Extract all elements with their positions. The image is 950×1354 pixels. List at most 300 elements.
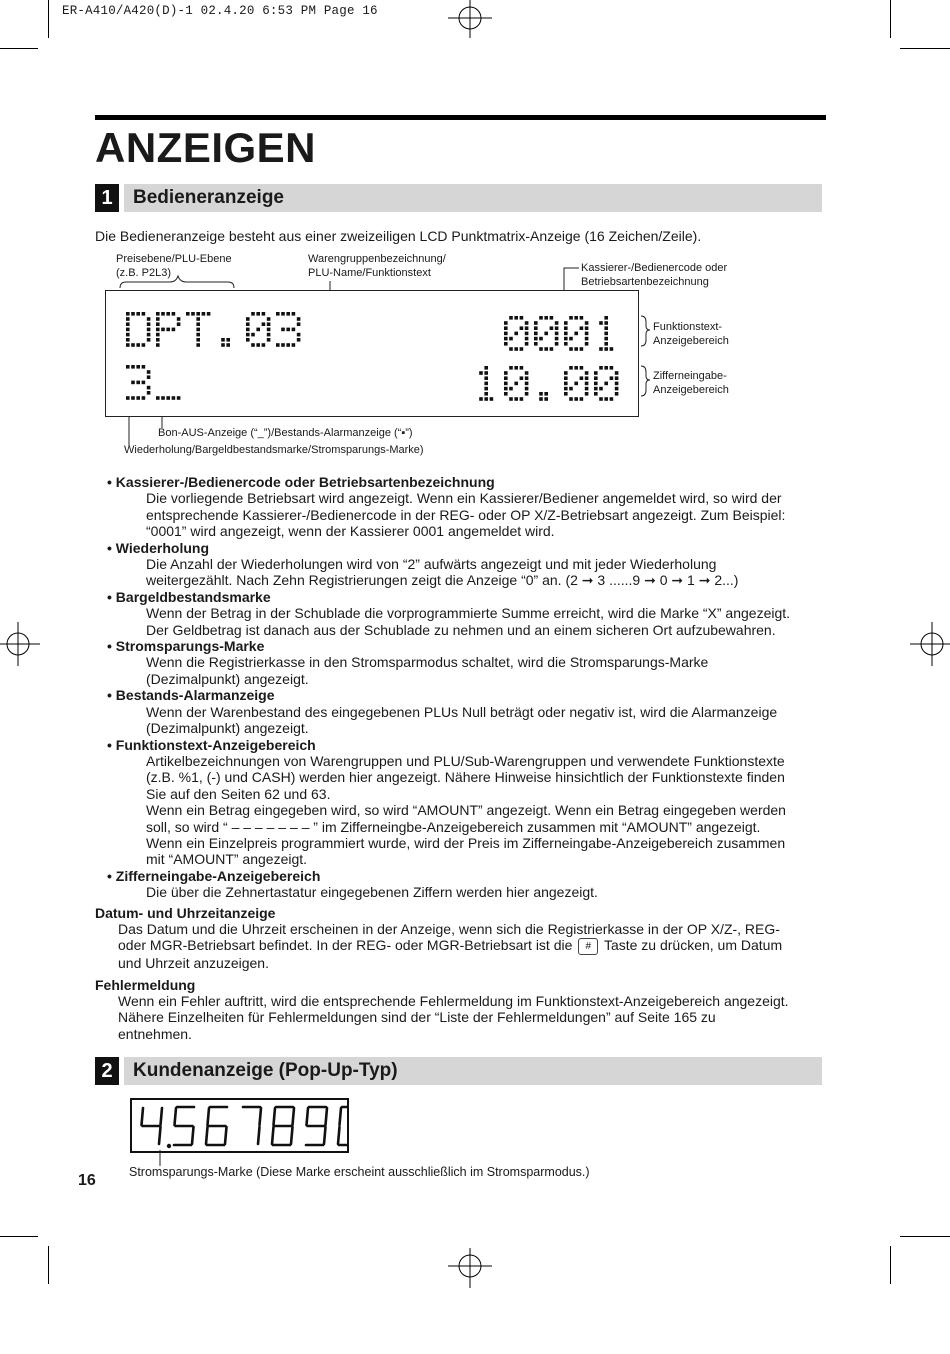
lcd-dot: [520, 347, 524, 351]
customer-display: [130, 1098, 349, 1153]
lcd-dot: [126, 333, 130, 337]
lcd-dot: [504, 382, 508, 386]
lcd-dot: [267, 338, 271, 342]
lcd-dot: [534, 337, 538, 341]
lcd-dot: [166, 328, 170, 332]
lcd-dot: [574, 347, 578, 351]
lcd-dot: [550, 347, 554, 351]
lcd-dot: [599, 366, 603, 370]
display-segment: [258, 1127, 260, 1144]
lcd-dot: [525, 392, 529, 396]
display-segment: [293, 1108, 295, 1125]
lcd-dot: [539, 397, 543, 401]
lcd-dot: [156, 328, 160, 332]
lcd-dot: [525, 371, 529, 375]
lcd-dot: [292, 328, 296, 332]
lcd-dot: [484, 397, 488, 401]
lcd-dot: [267, 322, 271, 326]
display-segment: [274, 1108, 276, 1125]
page-number: 16: [78, 1172, 96, 1189]
lcd-dot: [599, 397, 603, 401]
section-title-2: Kundenanzeige (Pop-Up-Typ): [133, 1060, 398, 1081]
lcd-dot: [142, 312, 146, 316]
lcd-dot: [585, 376, 589, 380]
lcd-dot: [156, 312, 160, 316]
lcd-dot: [131, 381, 135, 385]
display-segment: [142, 1108, 144, 1125]
lcd-dot: [504, 376, 508, 380]
lcd-dot: [276, 343, 280, 347]
bullet-line: Wenn die Registrierkasse in den Stromsparmodus schaltet, wird die Stromsparungs-Marke: [146, 654, 709, 671]
lcd-dot: [286, 328, 290, 332]
lcd-dot: [569, 397, 573, 401]
lcd-dot: [514, 366, 518, 370]
lcd-dot: [221, 343, 225, 347]
lcd-dot: [594, 382, 598, 386]
display-segment: [159, 1127, 161, 1144]
display-segment: [324, 1127, 326, 1144]
lcd-dot: [539, 337, 543, 341]
lcd-dot: [136, 343, 140, 347]
lcd-dot: [599, 347, 603, 351]
lcd-dot: [580, 366, 584, 370]
lcd-dot: [509, 316, 513, 320]
lcd-dot: [131, 365, 135, 369]
lcd-dot: [131, 396, 135, 400]
lcd-dot: [196, 333, 200, 337]
error-heading: Fehlermeldung: [95, 977, 196, 993]
lcd-dot: [564, 371, 568, 375]
lcd-dot: [147, 375, 151, 379]
lcd-dot: [534, 321, 538, 325]
lcd-dot: [585, 326, 589, 330]
lcd-dot: [580, 397, 584, 401]
lcd-dot: [525, 321, 529, 325]
lcd-dot: [544, 347, 548, 351]
label-cashier-code: Kassierer-/Bedienercode oder Betriebsartenbezeichnung: [581, 262, 728, 288]
lcd-dot: [196, 322, 200, 326]
lcd-dot: [585, 387, 589, 391]
lcd-dot: [251, 343, 255, 347]
display-segment: [161, 1108, 163, 1125]
error-line-3: entnehmen.: [118, 1025, 192, 1042]
display-segment: [291, 1127, 293, 1144]
lcd-dot: [126, 396, 130, 400]
lcd-dot: [202, 312, 206, 316]
lcd-dot: [604, 382, 608, 386]
lcd-dot: [539, 392, 543, 396]
lcd-dot: [504, 392, 508, 396]
lcd-dot: [544, 316, 548, 320]
lcd-dot-matrix: [106, 291, 640, 418]
bullet-heading: • Funktionstext-Anzeigebereich: [107, 736, 316, 753]
lcd-dot: [177, 317, 181, 321]
lcd-dot: [604, 347, 608, 351]
display-segment: [208, 1108, 210, 1125]
lcd-dot: [615, 382, 619, 386]
lcd-dot: [569, 387, 573, 391]
lcd-dot: [142, 365, 146, 369]
lcd-dot: [534, 342, 538, 346]
bullet-line: Wenn ein Betrag eingegeben wird, so wird “AMOUNT” angezeigt. Wenn ein Betrag eingegeben werden: [146, 802, 786, 819]
lcd-dot: [297, 322, 301, 326]
display-segment: [338, 1127, 340, 1144]
lcd-dot: [514, 332, 518, 336]
bullet-body: [107, 490, 827, 539]
lcd-dot: [564, 392, 568, 396]
bullet-line: Wenn der Warenbestand des eingegebenen PLUs Null beträgt oder negativ ist, wird die Alarmanzeige: [146, 703, 778, 720]
label-price-level: Preisebene/PLU-Ebene (z.B. P2L3): [116, 253, 232, 279]
lcd-dot: [484, 382, 488, 386]
lcd-dot: [126, 312, 130, 316]
label-numeric-area: Zifferneingabe- Anzeigebereich: [653, 370, 729, 396]
lcd-dot: [267, 333, 271, 337]
datum-heading: Datum- und Uhrzeitanzeige: [95, 905, 276, 921]
bullet-line: soll, so wird “ – – – – – – – ” im Zifferneingbe-Anzeigebereich zusammen mit “AMOUNT” angezeigt.: [146, 818, 761, 835]
section-title: Bedieneranzeige: [133, 187, 284, 208]
lcd-dot: [509, 337, 513, 341]
display-segment: [206, 1127, 208, 1144]
lcd-dot: [172, 312, 176, 316]
caption-leader: [158, 1150, 162, 1166]
lcd-dot: [604, 342, 608, 346]
lcd-dot: [504, 387, 508, 391]
lcd-dot: [585, 342, 589, 346]
label-receipt-off: Bon-AUS-Anzeige (“_”)/Bestands-Alarmanzeige (“▪”): [158, 427, 413, 439]
lcd-dot: [226, 338, 230, 342]
lcd-dot: [580, 347, 584, 351]
bullet-line: (Dezimalpunkt) angezeigt.: [146, 670, 309, 687]
lcd-dot: [246, 338, 250, 342]
lcd-dot: [126, 328, 130, 332]
bullet-line: Wenn der Betrag in der Schublade die vorprogrammierte Summe erreicht, wird die Marke “X” angezeigt.: [146, 605, 791, 622]
lcd-dot: [267, 317, 271, 321]
lcd-dot: [504, 321, 508, 325]
bullet-line: Der Geldbetrag ist danach aus der Schublade zu nehmen und an einem sicheren Ort aufzubewahren.: [146, 621, 776, 638]
lcd-dot: [504, 332, 508, 336]
error-body: [118, 993, 789, 1042]
lcd-dot: [196, 338, 200, 342]
crop-mark-bottom-left-v: [48, 1246, 49, 1284]
lcd-dot: [136, 381, 140, 385]
lcd-dot: [525, 337, 529, 341]
display-segment: [225, 1127, 227, 1144]
lcd-dot: [246, 322, 250, 326]
lcd-dot: [594, 371, 598, 375]
lcd-dot: [514, 316, 518, 320]
lcd-dot: [580, 326, 584, 330]
lcd-dot: [484, 366, 488, 370]
lcd-dot: [207, 312, 211, 316]
lcd-dot: [172, 396, 176, 400]
lcd-dot: [262, 322, 266, 326]
lcd-dot: [564, 332, 568, 336]
lcd-dot: [267, 328, 271, 332]
bullet-line: (Dezimalpunkt) angezeigt.: [146, 720, 309, 737]
lcd-dot: [509, 347, 513, 351]
lcd-dot: [292, 312, 296, 316]
error-line-1: Wenn ein Fehler auftritt, wird die entsprechende Fehlermeldung im Funktionstext-Anzeigebereich angezeigt.: [118, 993, 789, 1009]
display-segment: [272, 1127, 274, 1144]
label-dept-name: Warengruppenbezeichnung/ PLU-Name/Funktionstext: [308, 253, 446, 279]
lcd-dot: [509, 366, 513, 370]
datum-line-3: und Uhrzeit anzuzeigen.: [118, 955, 269, 972]
bullet-heading: • Wiederholung: [107, 539, 209, 556]
bullet-body: [107, 654, 827, 687]
lcd-dot: [580, 316, 584, 320]
display-segment: [326, 1108, 328, 1125]
lcd-dot: [599, 387, 603, 391]
lcd-dot: [564, 337, 568, 341]
lcd-dot: [156, 322, 160, 326]
lcd-dot: [142, 343, 146, 347]
lcd-dot: [594, 387, 598, 391]
lcd-dot: [585, 337, 589, 341]
print-header: ER-A410/A420(D)-1 02.4.20 6:53 PM Page 16: [62, 4, 378, 18]
crop-mark-bottom-left-h: [0, 1236, 38, 1237]
bullet-body: [107, 605, 827, 638]
page-title: ANZEIGEN: [95, 124, 317, 171]
lcd-dot: [196, 312, 200, 316]
lcd-dot: [520, 316, 524, 320]
lcd-dot: [525, 342, 529, 346]
section-number: 1: [95, 184, 119, 212]
datum-line-2: oder MGR-Betriebsart befindet. In der REG- oder MGR-Betriebsart ist die # Taste zu drücken, um Datum: [118, 937, 783, 954]
bullet-line: Die Anzahl der Wiederholungen wird von “2” aufwärts angezeigt und mit jeder Wiederholung: [146, 556, 717, 573]
lcd-dot: [539, 347, 543, 351]
lcd-dot: [504, 337, 508, 341]
lcd-dot: [520, 397, 524, 401]
bullet-line: Wenn ein Einzelpreis programmiert wurde, wird der Preis im Zifferneingabe-Anzeigebereich zusammen: [146, 834, 786, 851]
lcd-dot: [196, 317, 200, 321]
lcd-dot: [136, 365, 140, 369]
lcd-dot: [604, 337, 608, 341]
lcd-dot: [569, 366, 573, 370]
lcd-dot: [147, 322, 151, 326]
lcd-dot: [126, 322, 130, 326]
lcd-dot: [286, 312, 290, 316]
lcd-dot: [226, 343, 230, 347]
lcd-dot: [156, 338, 160, 342]
lcd-dot: [555, 337, 559, 341]
lcd-dot: [534, 326, 538, 330]
lcd-dot: [196, 343, 200, 347]
lcd-dot: [126, 338, 130, 342]
lcd-dot: [136, 396, 140, 400]
lcd-dot: [147, 370, 151, 374]
lcd-dot: [615, 376, 619, 380]
lcd-dot: [615, 371, 619, 375]
lcd-dot: [534, 332, 538, 336]
lcd-dot: [479, 371, 483, 375]
lcd-dot: [256, 328, 260, 332]
lcd-dot: [221, 338, 225, 342]
bullet-list: [107, 474, 827, 901]
error-line-2: Nähere Einzelheiten für Fehlermeldungen sind der “Liste der Fehlermeldungen” auf Seite 165 zu: [118, 1009, 716, 1026]
lcd-dot: [574, 332, 578, 336]
seven-segment-display: [132, 1100, 347, 1151]
lcd-dot: [281, 343, 285, 347]
lcd-dot: [484, 371, 488, 375]
lcd-dot: [191, 312, 195, 316]
lcd-dot: [156, 333, 160, 337]
lcd-dot: [610, 397, 614, 401]
lcd-dot: [525, 376, 529, 380]
lcd-dot: [131, 312, 135, 316]
lcd-dot: [539, 316, 543, 320]
crop-mark-bottom-right-v: [890, 1246, 891, 1284]
lcd-dot: [520, 376, 524, 380]
lcd-dot: [504, 342, 508, 346]
lcd-dot: [246, 328, 250, 332]
lcd-dot: [292, 343, 296, 347]
bullet-line: entsprechende Kassierer-/Bedienercode in der REG- oder OP X/Z-Betriebsart angezeigt. Zum Beispiel:: [146, 506, 786, 523]
lcd-dot: [251, 333, 255, 337]
datum-line-1: Das Datum und die Uhrzeit erscheinen in der Anzeige, wenn sich die Registrierkasse in der OP X/Z-, REG-: [118, 921, 780, 937]
lcd-dot: [484, 392, 488, 396]
lcd-dot: [569, 316, 573, 320]
lcd-dot: [136, 312, 140, 316]
lcd-dot: [166, 396, 170, 400]
lcd-dot: [131, 343, 135, 347]
registration-mark-bottom-icon: [446, 1244, 494, 1288]
lcd-dot: [610, 376, 614, 380]
intro-text: Die Bedieneranzeige besteht aus einer zweizeiligen LCD Punktmatrix-Anzeige (16 Zeichen/Zeile).: [95, 228, 702, 244]
lcd-dot: [262, 343, 266, 347]
display-segment: [260, 1108, 262, 1125]
lcd-dot: [604, 321, 608, 325]
lcd-dot: [246, 333, 250, 337]
lcd-dot: [585, 371, 589, 375]
lcd-dot: [262, 312, 266, 316]
lcd-dot: [555, 326, 559, 330]
lcd-dot: [196, 328, 200, 332]
lcd-dot: [604, 326, 608, 330]
lcd-dot: [615, 387, 619, 391]
lcd-dot: [490, 397, 494, 401]
lcd-dot: [514, 347, 518, 351]
lcd-dot: [161, 328, 165, 332]
lcd-dot: [520, 366, 524, 370]
lcd-dot: [126, 365, 130, 369]
bullet-heading: • Zifferneingabe-Anzeigebereich: [107, 867, 321, 884]
display-segment: [175, 1108, 177, 1125]
lcd-dot: [147, 333, 151, 337]
lcd-dot: [544, 392, 548, 396]
bullet-body: [107, 753, 827, 868]
bullet-line: mit “AMOUNT” angezeigt.: [146, 851, 308, 868]
lcd-dot: [509, 387, 513, 391]
lcd-dot: [555, 332, 559, 336]
lcd-dot: [564, 387, 568, 391]
lcd-dot: [147, 328, 151, 332]
lcd-dot: [615, 392, 619, 396]
bullet-line: Artikelbezeichnungen von Warengruppen und PLU/Sub-Warengruppen und verwendete Funktionstexte: [146, 752, 785, 769]
lcd-dot: [172, 328, 176, 332]
lcd-dot: [479, 397, 483, 401]
lcd-dot: [604, 366, 608, 370]
lcd-dot: [156, 317, 160, 321]
lcd-dot: [166, 312, 170, 316]
lcd-dot: [525, 326, 529, 330]
lcd-dot: [574, 366, 578, 370]
lcd-dot: [610, 366, 614, 370]
lcd-dot: [564, 342, 568, 346]
lcd-dot: [564, 382, 568, 386]
lcd-dot: [564, 326, 568, 330]
lcd-dot: [514, 382, 518, 386]
lcd-dot: [281, 328, 285, 332]
lcd-dot: [604, 316, 608, 320]
lcd-dot: [126, 343, 130, 347]
lcd-dot: [251, 312, 255, 316]
crop-mark-bottom-right-h: [900, 1236, 950, 1237]
lcd-dot: [525, 382, 529, 386]
bullet-line: Die über die Zehnertastatur eingegebenen Ziffern werden hier angezeigt.: [146, 884, 598, 901]
lcd-dot: [156, 396, 160, 400]
bullet-body: [107, 556, 827, 589]
lcd-dot: [544, 397, 548, 401]
bullet-heading: • Bargeldbestandsmarke: [107, 588, 271, 605]
lcd-dot: [484, 387, 488, 391]
lcd-dot: [246, 317, 250, 321]
lcd-dot: [585, 321, 589, 325]
label-repeat: Wiederholung/Bargeldbestandsmarke/Stromsparungs-Marke): [124, 444, 424, 456]
display-segment: [340, 1108, 342, 1125]
bullet-body: [107, 704, 827, 737]
lcd-dot: [574, 316, 578, 320]
lcd-dot: [281, 312, 285, 316]
lcd-dot: [585, 392, 589, 396]
bullet-line: weitergezählt. Nach Zehn Registrierungen zeigt die Anzeige “0” an. (2 ➞ 3 ......9 ➞ 0 ➞ 1 ➞ 2...): [146, 572, 739, 589]
lcd-dot: [594, 392, 598, 396]
bullet-line: (z.B. %1, (-) und CASH) werden hier angezeigt. Nähere Hinweise hinsichtlich der Funktionstexte finden: [146, 769, 785, 786]
operator-lcd-display: [105, 290, 639, 417]
lcd-dot: [569, 347, 573, 351]
lcd-dot: [297, 317, 301, 321]
display-segment: [192, 1127, 194, 1144]
bullet-heading: • Kassierer-/Bedienercode oder Betriebsartenbezeichnung: [107, 474, 495, 490]
lcd-dot: [276, 312, 280, 316]
datum-body: [118, 921, 782, 972]
lcd-dot: [550, 316, 554, 320]
lcd-dot: [564, 321, 568, 325]
section-number-2: 2: [95, 1057, 119, 1085]
lcd-dot: [297, 333, 301, 337]
lcd-dot: [256, 312, 260, 316]
lcd-dot: [574, 397, 578, 401]
lcd-dot: [161, 312, 165, 316]
lcd-dot: [161, 396, 165, 400]
lcd-dot: [555, 342, 559, 346]
lcd-dot: [256, 343, 260, 347]
lcd-dot: [186, 312, 190, 316]
lcd-dot: [569, 337, 573, 341]
lcd-dot: [580, 376, 584, 380]
lcd-dot: [550, 326, 554, 330]
lcd-dot: [504, 326, 508, 330]
lcd-dot: [594, 376, 598, 380]
lcd-dot: [484, 376, 488, 380]
display-segment: [307, 1108, 309, 1125]
lcd-dot: [520, 326, 524, 330]
lcd-dot: [525, 387, 529, 391]
lcd-dot: [514, 397, 518, 401]
label-function-area: Funktionstext- Anzeigebereich: [653, 321, 729, 347]
bullet-line: “0001” wird angezeigt, wenn der Kassierer 0001 angemeldet wird.: [146, 523, 555, 540]
lcd-dot: [525, 332, 529, 336]
lcd-dot: [126, 317, 130, 321]
